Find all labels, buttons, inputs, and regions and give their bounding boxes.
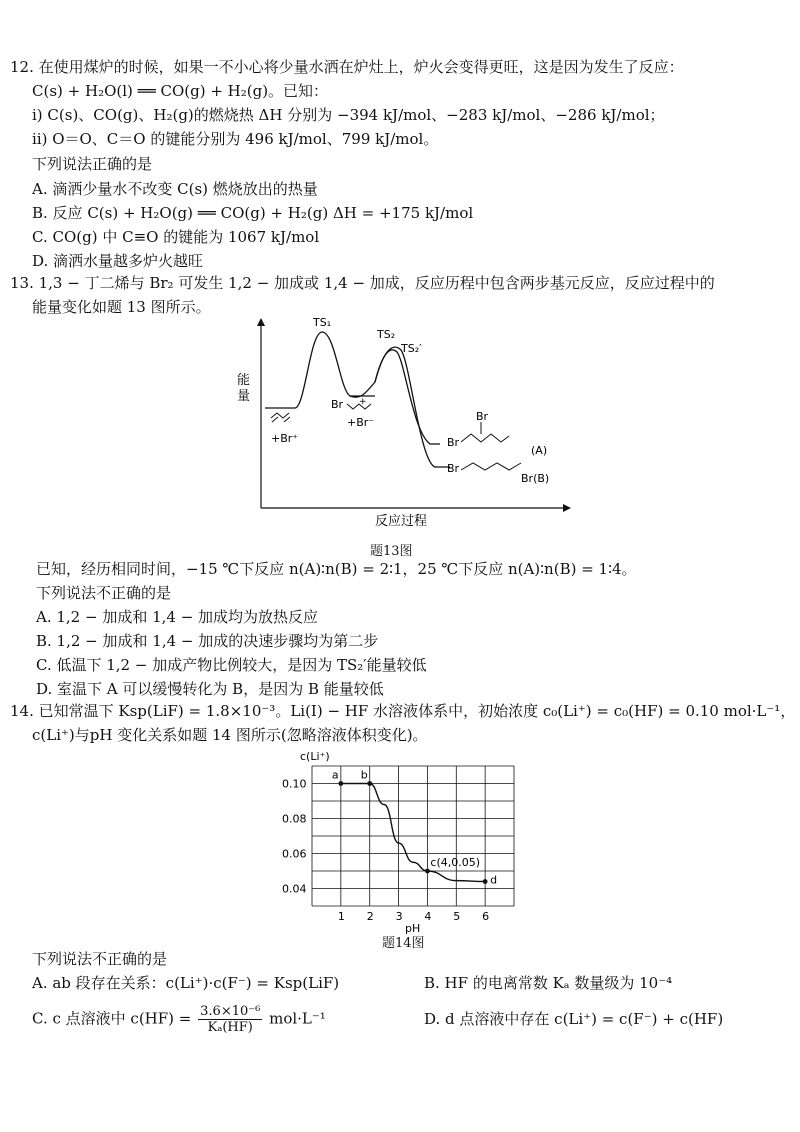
ts1-label: TS₁	[313, 316, 332, 329]
x-tick-1: 1	[337, 910, 345, 923]
y-axis-label: c(Li⁺)	[300, 750, 330, 763]
q12-option-b[interactable]: B. 反应 C(s) + H₂O(g) ══ CO(g) + H₂(g) ΔH = +175 kJ/mol	[32, 204, 474, 222]
prodA-label: (A)	[531, 444, 548, 457]
q12-stem: 12. 在使用煤炉的时候，如果一不小心将少量水洒在炉灶上，炉火会变得更旺，这是因为发生了反应：	[10, 58, 684, 76]
q13-stem-line1: 13. 1,3 − 丁二烯与 Br₂ 可发生 1,2 − 加成或 1,4 − 加成，反应历程中包含两步基元反应，反应过程中的	[10, 274, 715, 292]
energy-y-arrow	[257, 318, 265, 326]
x-tick-2: 2	[366, 910, 374, 923]
point-label-3: c(4,0.05)	[430, 856, 481, 869]
q13-known: 已知，经历相同时间，−15 ℃下反应 n(A)∶n(B) = 2∶1，25 ℃下反应 n(A)∶n(B) = 1∶4。	[36, 560, 637, 578]
q14-option-c-denominator: Kₐ(HF)	[207, 1020, 253, 1035]
q13-stem-line2: 能量变化如题 13 图所示。	[32, 298, 211, 316]
q12-reaction: C(s) + H₂O(l) ══ CO(g) + H₂(g)。已知：	[32, 82, 329, 100]
prodB-br: Br	[447, 462, 460, 475]
x-tick-6: 6	[482, 910, 490, 923]
y-tick-0.04: 0.04	[282, 882, 307, 896]
point-label-2: b	[360, 768, 368, 782]
q13-option-a[interactable]: A. 1,2 − 加成和 1,4 − 加成均为放热反应	[36, 608, 319, 626]
q12-option-d[interactable]: D. 滴洒水量越多炉火越旺	[32, 252, 204, 270]
x-tick-5: 5	[453, 910, 461, 923]
prodB-label: Br(B)	[521, 472, 550, 485]
prodB-structure	[461, 463, 521, 470]
energy-x-arrow	[563, 504, 571, 512]
q14-stem-line2: c(Li⁺)与pH 变化关系如题 14 图所示(忽略溶液体积变化)。	[32, 726, 428, 744]
q13-option-c[interactable]: C. 低温下 1,2 − 加成产物比例较大，是因为 TS₂′能量较低	[36, 656, 427, 674]
point-label-4: d	[490, 873, 498, 887]
point-3	[425, 869, 430, 874]
q14-option-b[interactable]: B. HF 的电离常数 Kₐ 数量级为 10⁻⁴	[424, 974, 673, 992]
y-tick-0.08: 0.08	[282, 812, 307, 826]
q12-prompt: 下列说法正确的是	[32, 155, 153, 173]
intermediate-br: Br	[331, 398, 344, 411]
q14-option-c-post: mol·L⁻¹	[269, 1009, 326, 1028]
x-tick-3: 3	[395, 910, 403, 923]
y-tick-0.06: 0.06	[282, 847, 307, 861]
q14-option-d[interactable]: D. d 点溶液中存在 c(Li⁺) = c(F⁻) + c(HF)	[424, 1010, 724, 1028]
q12-info1: ⅰ) C(s)、CO(g)、H₂(g)的燃烧热 ΔH 分别为 −394 kJ/mol、−283 kJ/mol、−286 kJ/mol；	[32, 106, 665, 124]
point-1	[338, 781, 343, 786]
q14-option-a[interactable]: A. ab 段存在关系：c(Li⁺)·c(F⁻) = Ksp(LiF)	[32, 974, 340, 992]
point-2	[367, 781, 372, 786]
q14-prompt: 下列说法不正确的是	[32, 950, 168, 968]
ts2-label: TS₂	[377, 328, 396, 341]
q12-option-c[interactable]: C. CO(g) 中 C≡O 的键能为 1067 kJ/mol	[32, 228, 320, 246]
q12-option-a[interactable]: A. 滴洒少量水不改变 C(s) 燃烧放出的热量	[32, 180, 318, 198]
point-4	[483, 879, 488, 884]
q14-option-c-pre: C. c 点溶液中 c(HF) =	[32, 1009, 192, 1028]
q13-option-b[interactable]: B. 1,2 − 加成和 1,4 − 加成的决速步骤均为第二步	[36, 632, 379, 650]
energy-diagram	[225, 312, 585, 557]
q13-option-d[interactable]: D. 室温下 A 可以缓慢转化为 B，是因为 B 能量较低	[36, 680, 384, 698]
q12-info2: ⅱ) O＝O、C＝O 的键能分别为 496 kJ/mol、799 kJ/mol。	[32, 130, 439, 148]
point-label-1: a	[331, 768, 339, 782]
q14-stem-line1: 14. 已知常温下 Ksp(LiF) = 1.8×10⁻³。Li(Ⅰ) − HF 水溶液体系中，初始浓度 c₀(Li⁺) = c₀(HF) = 0.10 mol·L⁻¹，	[10, 702, 796, 720]
intermediate-label: +Br⁻	[347, 416, 375, 429]
reactant-label: +Br⁺	[271, 432, 299, 445]
ts2-prime-label: TS₂′	[401, 342, 422, 355]
energy-xlabel: 反应过程	[375, 514, 428, 529]
carbocation-plus: +	[359, 397, 367, 407]
prodA-structure	[461, 434, 509, 442]
q14-option-c-numerator: 3.6×10⁻⁶	[200, 1004, 261, 1019]
q14-option-c[interactable]	[32, 1004, 326, 1035]
y-tick-0.10: 0.10	[282, 777, 307, 791]
x-axis-label: pH	[405, 922, 421, 935]
prodA-br: Br	[447, 436, 460, 449]
prodA-br2: Br	[476, 410, 489, 423]
q14-option-c-fraction	[198, 1004, 262, 1035]
q13-prompt: 下列说法不正确的是	[36, 584, 172, 602]
concentration-ph-chart	[260, 740, 540, 940]
x-tick-4: 4	[424, 910, 432, 923]
q14-figure-caption: 题14图	[382, 936, 425, 951]
energy-ylabel-2: 量	[237, 389, 251, 404]
q13-figure-caption: 题13图	[370, 544, 413, 559]
energy-ylabel-1: 能	[237, 373, 251, 388]
butadiene-structure	[271, 413, 290, 422]
